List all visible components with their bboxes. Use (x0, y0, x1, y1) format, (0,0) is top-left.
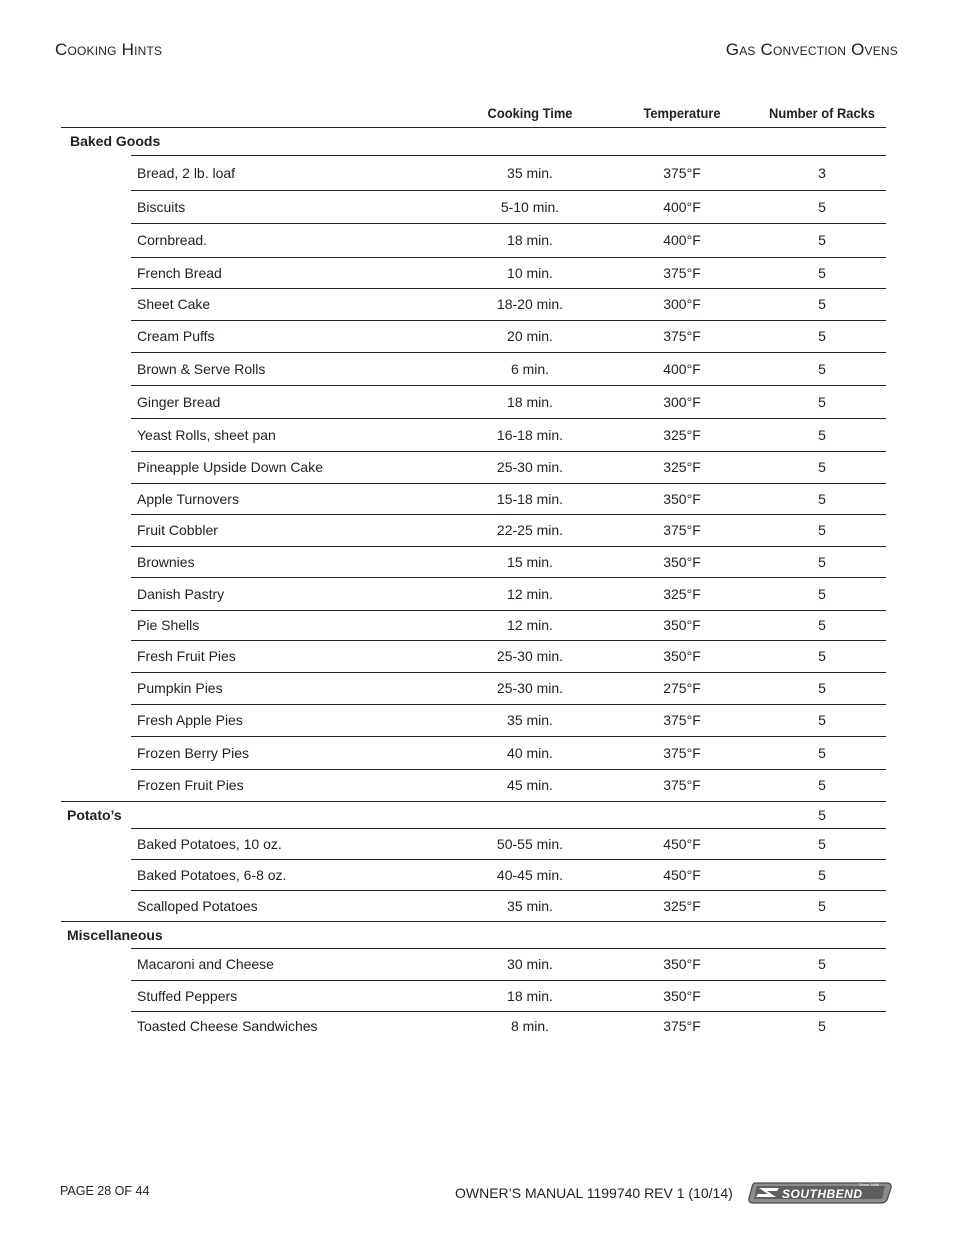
item-name: Stuffed Peppers (137, 988, 238, 1004)
number-of-racks: 5 (818, 265, 826, 281)
rule-line (61, 127, 886, 128)
page-number: PAGE 28 OF 44 (60, 1184, 150, 1198)
item-name: Brown & Serve Rolls (137, 361, 266, 377)
document-title: Gas Convection Ovens (725, 40, 898, 59)
item-name: Frozen Fruit Pies (137, 777, 244, 793)
temperature: 350°F (663, 988, 701, 1004)
number-of-racks: 5 (818, 1018, 826, 1034)
temperature: 350°F (663, 554, 701, 570)
cooking-time: 50-55 min. (496, 836, 564, 852)
rule-line (131, 948, 886, 949)
number-of-racks: 5 (818, 522, 826, 538)
category-label: Potato’s (67, 807, 122, 823)
temperature: 375°F (663, 265, 701, 281)
number-of-racks: 5 (818, 199, 826, 215)
item-name: Fresh Apple Pies (137, 712, 243, 728)
number-of-racks: 5 (818, 491, 826, 507)
item-name: Cornbread. (137, 232, 208, 248)
number-of-racks: 3 (818, 165, 826, 181)
rule-line (131, 483, 886, 484)
temperature: 400°F (663, 199, 701, 215)
temperature: 325°F (663, 898, 701, 914)
temperature: 375°F (663, 745, 701, 761)
item-name: Brownies (137, 554, 195, 570)
number-of-racks: 5 (818, 988, 826, 1004)
number-of-racks: 5 (818, 554, 826, 570)
rule-line (131, 640, 886, 641)
number-of-racks: 5 (818, 680, 826, 696)
temperature: 300°F (663, 296, 701, 312)
item-name: Baked Potatoes, 6-8 oz. (137, 867, 287, 883)
cooking-time: 18 min. (507, 394, 553, 410)
item-name: Cream Puffs (137, 328, 215, 344)
cooking-time: 25-30 min. (496, 680, 564, 696)
number-of-racks: 5 (818, 745, 826, 761)
temperature: 400°F (663, 361, 701, 377)
rule-line (131, 1011, 886, 1012)
category-racks: 5 (818, 807, 826, 823)
cooking-time: 35 min. (507, 712, 553, 728)
temperature: 375°F (663, 777, 701, 793)
number-of-racks: 5 (818, 427, 826, 443)
rule-line (61, 801, 886, 802)
item-name: Frozen Berry Pies (137, 745, 250, 761)
item-name: Apple Turnovers (137, 491, 239, 507)
cooking-time: 5-10 min. (500, 199, 560, 215)
rule-line (131, 257, 886, 258)
temperature: 375°F (663, 328, 701, 344)
rule-line (131, 385, 886, 386)
number-of-racks: 5 (818, 617, 826, 633)
cooking-time: 20 min. (507, 328, 553, 344)
number-of-racks: 5 (818, 328, 826, 344)
column-header-cooking-time: Cooking Time (487, 105, 573, 121)
rule-line (131, 418, 886, 419)
cooking-time: 35 min. (507, 898, 553, 914)
cooking-time: 16-18 min. (496, 427, 564, 443)
temperature: 375°F (663, 1018, 701, 1034)
item-name: French Bread (137, 265, 222, 281)
cooking-time: 15-18 min. (496, 491, 564, 507)
temperature: 450°F (663, 836, 701, 852)
cooking-time: 35 min. (507, 165, 553, 181)
number-of-racks: 5 (818, 712, 826, 728)
item-name: Pie Shells (137, 617, 200, 633)
rule-line (131, 223, 886, 224)
cooking-time: 12 min. (507, 586, 553, 602)
svg-text:SOUTHBEND: SOUTHBEND (782, 1187, 863, 1201)
cooking-time: 30 min. (507, 956, 553, 972)
item-name: Fruit Cobbler (137, 522, 218, 538)
cooking-time: 8 min. (510, 1018, 550, 1034)
rule-line (131, 610, 886, 611)
number-of-racks: 5 (818, 836, 826, 852)
rule-line (131, 769, 886, 770)
temperature: 350°F (663, 956, 701, 972)
item-name: Macaroni and Cheese (137, 956, 274, 972)
number-of-racks: 5 (818, 648, 826, 664)
item-name: Sheet Cake (137, 296, 211, 312)
category-label: Miscellaneous (67, 927, 163, 943)
item-name: Yeast Rolls, sheet pan (137, 427, 276, 443)
rule-line (131, 736, 886, 737)
temperature: 350°F (663, 491, 701, 507)
rule-line (131, 890, 886, 891)
temperature: 325°F (663, 459, 701, 475)
cooking-time: 18 min. (507, 232, 553, 248)
rule-line (131, 320, 886, 321)
item-name: Pineapple Upside Down Cake (137, 459, 323, 475)
cooking-time: 10 min. (507, 265, 553, 281)
cooking-time: 6 min. (510, 361, 550, 377)
rule-line (131, 577, 886, 578)
category-label: Baked Goods (70, 133, 161, 149)
number-of-racks: 5 (818, 361, 826, 377)
item-name: Toasted Cheese Sandwiches (137, 1018, 318, 1034)
rule-line (131, 828, 886, 829)
number-of-racks: 5 (818, 898, 826, 914)
cooking-time: 18-20 min. (496, 296, 564, 312)
temperature: 325°F (663, 427, 701, 443)
temperature: 350°F (663, 648, 701, 664)
column-header-temperature: Temperature (643, 105, 721, 121)
temperature: 375°F (663, 165, 701, 181)
rule-line (131, 546, 886, 547)
item-name: Scalloped Potatoes (137, 898, 258, 914)
cooking-time: 45 min. (507, 777, 553, 793)
manual-reference: OWNER’S MANUAL 1199740 REV 1 (10/14) (455, 1185, 733, 1201)
number-of-racks: 5 (818, 956, 826, 972)
item-name: Danish Pastry (137, 586, 225, 602)
cooking-time: 12 min. (507, 617, 553, 633)
item-name: Baked Potatoes, 10 oz. (137, 836, 282, 852)
temperature: 275°F (663, 680, 701, 696)
svg-text:Since 1898: Since 1898 (859, 1182, 880, 1188)
rule-line (131, 514, 886, 515)
item-name: Fresh Fruit Pies (137, 648, 236, 664)
number-of-racks: 5 (818, 586, 826, 602)
number-of-racks: 5 (818, 232, 826, 248)
rule-line (131, 190, 886, 191)
rule-line (131, 859, 886, 860)
cooking-time: 18 min. (507, 988, 553, 1004)
temperature: 375°F (663, 712, 701, 728)
rule-line (131, 704, 886, 705)
cooking-time: 25-30 min. (496, 648, 564, 664)
column-header-number-of-racks: Number of Racks (769, 105, 875, 121)
number-of-racks: 5 (818, 296, 826, 312)
item-name: Bread, 2 lb. loaf (137, 165, 236, 181)
number-of-racks: 5 (818, 777, 826, 793)
temperature: 325°F (663, 586, 701, 602)
rule-line (131, 288, 886, 289)
item-name: Ginger Bread (137, 394, 221, 410)
southbend-logo (747, 1181, 893, 1205)
item-name: Biscuits (137, 199, 186, 215)
section-title: Cooking Hints (55, 40, 163, 59)
cooking-time: 40 min. (507, 745, 553, 761)
cooking-time: 40-45 min. (496, 867, 564, 883)
rule-line (131, 451, 886, 452)
rule-line (61, 921, 886, 922)
temperature: 350°F (663, 617, 701, 633)
rule-line (131, 352, 886, 353)
cooking-time: 25-30 min. (496, 459, 564, 475)
temperature: 300°F (663, 394, 701, 410)
number-of-racks: 5 (818, 394, 826, 410)
rule-line (131, 672, 886, 673)
number-of-racks: 5 (818, 867, 826, 883)
cooking-time: 22-25 min. (496, 522, 564, 538)
temperature: 375°F (663, 522, 701, 538)
rule-line (131, 980, 886, 981)
temperature: 450°F (663, 867, 701, 883)
item-name: Pumpkin Pies (137, 680, 223, 696)
cooking-time: 15 min. (507, 554, 553, 570)
temperature: 400°F (663, 232, 701, 248)
rule-line (131, 155, 886, 156)
number-of-racks: 5 (818, 459, 826, 475)
